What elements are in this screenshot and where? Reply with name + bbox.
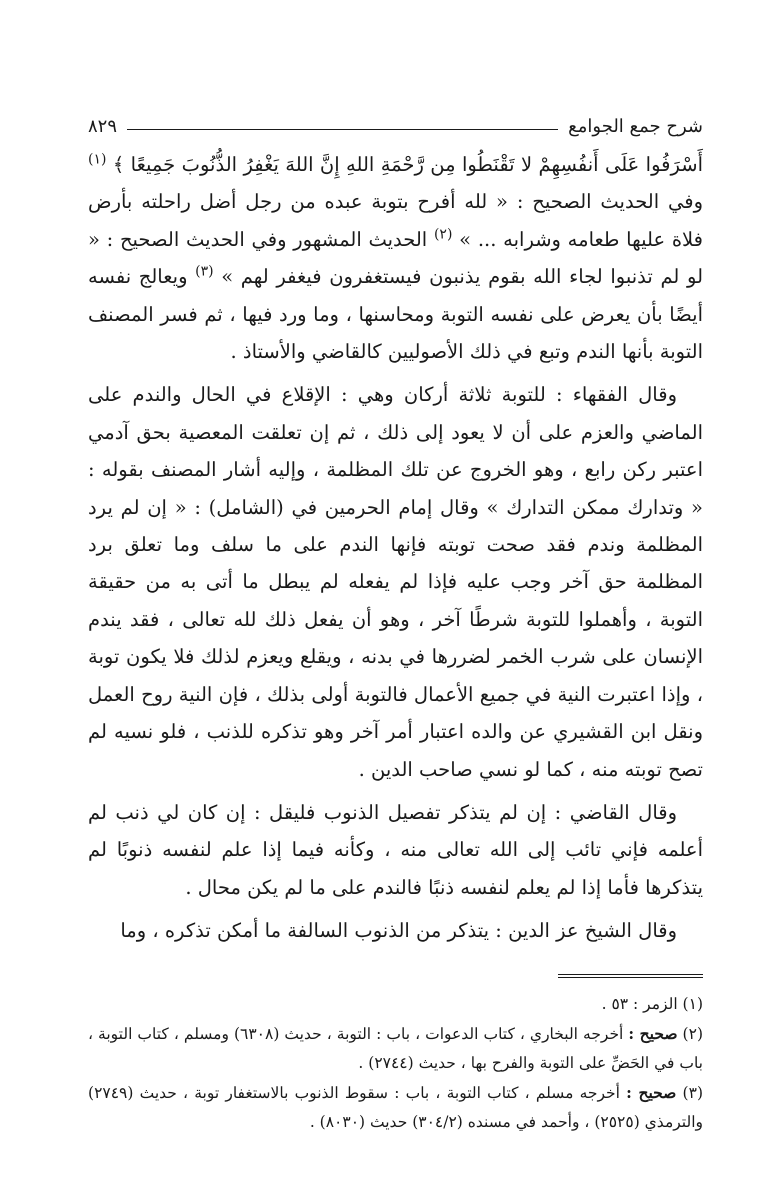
page-number: ٨٢٩ — [88, 115, 118, 137]
footnote-3-text: أخرجه مسلم ، كتاب التوبة ، باب : سقوط الذنوب بالاستغفار توبة ، حديث (٢٧٤٩) والترمذي (٢٥٢٥) ، وأحمد في مسنده (٣٠٤/٢) حديث (٨٠٣٠) . — [88, 1084, 703, 1131]
main-text — [88, 146, 703, 950]
paragraph-hadith-a: وفي الحديث الصحيح : « لله أفرح بتوبة عبده من رجل أضل راحلته بأرض فلاة عليها طعامه وشرابه ... » — [88, 190, 703, 251]
footnotes — [88, 990, 703, 1137]
footnote-separator — [558, 974, 703, 978]
header-rule — [127, 129, 558, 130]
paragraph-verse — [88, 146, 703, 370]
paragraph-fuqaha: وقال الفقهاء : للتوبة ثلاثة أركان وهي : الإقلاع في الحال والندم على الماضي والعزم على أن لا يعود إلى ذلك ، ثم إن تعلقت المعصية بحق آدمي اعتبر ركن رابع ، وهو الخروج عن تلك المظلمة ، وإليه أشار المصنف بقوله : « وتدارك ممكن التدارك » وقال إمام الحرمين في (الشامل) : « إن لم يرد المظلمة وندم فقد صحت توبته فإنها الندم على ما سلف وما تعلق برد المظلمة حق آخر وجب عليه فإذا لم يفعله لم يبطل ما أتى به من حقيقة التوبة ، وأهملوا للتوبة شرطًا آخر ، وهو أن يفعل ذلك لله تعالى ، فقد يندم الإنسان على شرب الخمر لضررها في بدنه ، ويقلع ويعزم لذلك فلا يكون توبة ، وإذا اعتبرت النية في جميع الأعمال فالتوبة أولى بذلك ، فإن النية روح العمل ونقل ابن القشيري عن والده اعتبار أمر آخر وهو تذكره للذنب ، فلو نسيه لم تصح توبته منه ، كما لو نسي صاحب الدين . — [88, 383, 703, 781]
footnote-2-text: أخرجه البخاري ، كتاب الدعوات ، باب : التوبة ، حديث (٦٣٠٨) ومسلم ، كتاب التوبة ، باب في الحَضِّ على التوبة والفرح بها ، حديث (٢٧٤٤) . — [88, 1025, 703, 1072]
running-title: شرح جمع الجوامع — [568, 115, 703, 137]
footnote-ref-2: (٢) — [433, 226, 453, 243]
running-header — [88, 112, 703, 140]
verse-text: أَسْرَفُوا عَلَى أَنفُسِهِمْ لا تَقْنَطُوا مِن رَّحْمَةِ اللهِ إِنَّ اللهَ يَغْفِرُ الذُّنُوبَ جَمِيعًا ﴾ — [112, 153, 703, 176]
footnote-2 — [88, 1020, 703, 1077]
paragraph-qadi: وقال القاضي : إن لم يتذكر تفصيل الذنوب فليقل : إن كان لي ذنب لم أعلمه فإني تائب إلى الله تعالى منه ، وكأنه فيما إذا علم لنفسه ذنوبًا لم يتذكرها فأما إذا لم يعلم لنفسه ذنبًا فالندم على ما لم يكن محال . — [88, 800, 703, 899]
footnote-separator-wrap — [88, 956, 703, 978]
footnote-3 — [88, 1079, 703, 1136]
footnote-3-number: (٣) — [682, 1084, 703, 1103]
book-page — [88, 112, 703, 1182]
footnote-3-grade: صحيح : — [626, 1083, 677, 1103]
paragraph-hadith-c: ويعالج نفسه أيضًا بأن يعرض على نفسه التوبة ومحاسنها ، وما ورد فيها ، ثم فسر المصنف التوبة بأنها الندم وتبع في ذلك الأصوليين كالقاضي والأستاذ . — [88, 265, 703, 364]
footnote-ref-3: (٣) — [195, 263, 214, 280]
footnote-1: (١) الزمر : ٥٣ . — [601, 994, 703, 1013]
footnote-2-number: (٢) — [682, 1025, 703, 1044]
paragraph-izz: وقال الشيخ عز الدين : يتذكر من الذنوب السالفة ما أمكن تذكره ، وما — [120, 919, 677, 943]
footnote-2-grade: صحيح : — [628, 1024, 678, 1044]
paragraph-hadith-b: الحديث المشهور وفي الحديث الصحيح : « لو لم تذنبوا لجاء الله بقوم يذنبون فيستغفرون فيغفر لهم » — [88, 227, 704, 289]
footnote-ref-1: (١) — [88, 151, 107, 168]
